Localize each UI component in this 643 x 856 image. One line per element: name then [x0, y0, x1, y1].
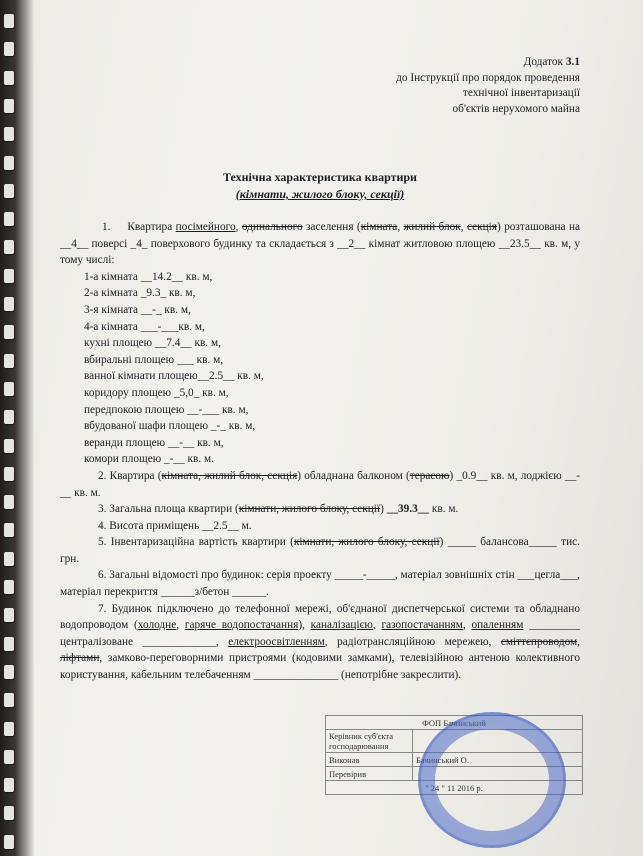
p7-c6: , радіотрансляційною мережею, — [324, 635, 501, 648]
p7-a: 7. Будинок підключено до телефонної мережі, об'єднаної диспетчерської системи та обладнано водопроводом ( — [60, 602, 580, 632]
stamp-executor-label: Виконав — [326, 753, 413, 767]
binding-ring — [4, 240, 14, 254]
room-row: 1-а кімната __14.2__ кв. м, — [84, 270, 213, 283]
room-row: веранди площею __-__ кв. м, — [84, 436, 224, 449]
p5-struck: кімнати, жилого блоку, секції — [293, 536, 440, 549]
stamp-executor-name: Бачинський О. — [413, 753, 583, 767]
appendix-header — [60, 55, 580, 117]
paragraph-2 — [60, 468, 580, 501]
paragraph-1 — [60, 219, 580, 269]
paragraph-7 — [60, 601, 580, 684]
appendix-line-1: до Інструкції про порядок проведення — [396, 71, 580, 84]
room-row: вбудованої шафи площею _-_ кв. м, — [84, 420, 256, 433]
p7-sewer: каналізацією — [310, 619, 373, 632]
binding-ring — [4, 354, 14, 368]
p1-block: жилий блок — [403, 221, 461, 233]
binding-ring — [4, 778, 14, 792]
binding-ring — [4, 467, 14, 481]
binding-ring — [4, 552, 14, 566]
p7-hot: гаряче водопостачання — [184, 619, 299, 632]
p7-c1: , — [176, 619, 185, 632]
p5-a: 5. Інвентаризаційна вартість квартири ( — [98, 536, 294, 549]
binding-ring — [4, 99, 14, 113]
binding-ring — [4, 608, 14, 622]
binding-ring — [4, 127, 14, 141]
p7-c7: , — [577, 635, 580, 648]
binding-ring — [4, 495, 14, 509]
p2-c: ) _0.9__ кв. м, лоджією __-__ кв. м. — [60, 469, 580, 499]
p7-garbage: сміттєпроводом — [500, 635, 578, 648]
room-row: комори площею _-__ кв. м. — [84, 453, 214, 466]
binding-ring — [4, 297, 14, 311]
p7-c2: ), — [298, 619, 311, 632]
appendix-label: Додаток — [523, 56, 564, 68]
binding-ring — [4, 325, 14, 339]
binding-ring — [4, 523, 14, 537]
room-row: 4-а кімната ___-___кв. м, — [84, 320, 205, 333]
binding-ring — [4, 722, 14, 736]
p1-f: , — [460, 221, 467, 233]
p7-lifts: ліфтами — [60, 652, 100, 665]
paragraph-6: 6. Загальні відомості про будинок: серія проекту _____-_____, матеріал зовнішніх стін ___цегла___, матеріал перекриття ______з/бетон ______. — [60, 569, 580, 599]
stamp-checked-label: Перевірив — [326, 767, 413, 781]
p7-c3: , — [372, 619, 382, 632]
room-row: коридору площею _5,0_ кв. м, — [84, 386, 229, 399]
stamp-date: " 24 " 11 2016 р. — [326, 781, 583, 795]
binding-ring — [4, 156, 14, 170]
paragraph-4: 4. Висота приміщень __2.5__ м. — [98, 519, 252, 532]
p1-section: секція — [466, 221, 497, 233]
appendix-line-3: об'єктів нерухомого майна — [452, 102, 580, 115]
document-title: Технічна характеристика квартири — [223, 170, 417, 184]
p7-c8: , замково-переговорними пристроями (кодовими замками), телевізійною антеною колективного користування, кабельним телебаченням _______________ (непотрібне закреслити). — [60, 652, 580, 682]
binding-ring — [4, 806, 14, 820]
p3-b: ) — [380, 503, 387, 516]
room-list — [60, 269, 580, 468]
paragraph-3 — [60, 501, 580, 518]
p5-b: ) _____ балансова_____ тис. грн. — [60, 536, 580, 565]
room-row: передпокою площею __-___ кв. м, — [84, 403, 249, 416]
binding-ring — [4, 693, 14, 707]
appendix-line-2: технічної інвентаризації — [462, 87, 580, 99]
binding-ring — [4, 580, 14, 594]
document-subtitle: (кімнати, жилого блоку, секції) — [235, 187, 405, 201]
room-row: 2-а кімната _9.3_ кв. м, — [84, 287, 196, 300]
room-row: 3-я кімната __-_ кв. м, — [84, 303, 191, 316]
p1-a: Квартира — [127, 221, 176, 233]
p2-a: 2. Квартира ( — [98, 469, 162, 482]
stamp-head-label: Керівник суб'єкта господарювання — [326, 730, 413, 753]
binding-ring — [4, 212, 14, 226]
p1-c: , — [235, 221, 242, 233]
p1-single: одинального — [241, 221, 303, 233]
binding-ring — [4, 14, 14, 28]
p7-c5: _________ централізоване _____________, — [60, 619, 580, 648]
p7-elec: електроосвітленням — [228, 635, 325, 648]
p1-d: заселення ( — [302, 221, 361, 233]
binding-ring — [4, 71, 14, 85]
binding-ring — [4, 382, 14, 396]
p3-c: кв. м. — [429, 503, 459, 516]
binding-ring — [4, 410, 14, 424]
binding-ring — [4, 665, 14, 679]
binding-ring — [4, 269, 14, 283]
p3-a: 3. Загальна площа квартири ( — [98, 503, 239, 516]
binding-ring — [4, 750, 14, 764]
p1-g: ) розташована на __4__ поверсі _4_ поверхового будинку та складається з __2__ кімнат житловою площею __23.5__ кв. м, у тому числі: — [60, 221, 581, 267]
p3-struck: кімнати, жилого блоку, секції — [238, 503, 381, 516]
p7-c4: , — [462, 619, 472, 632]
p2-terrace: терасою — [409, 469, 450, 482]
p1-room: кімната — [360, 221, 398, 233]
room-row: кухні площею __7.4__ кв. м, — [84, 337, 221, 350]
round-seal — [418, 712, 566, 848]
document-body — [60, 55, 580, 684]
binding-ring — [4, 184, 14, 198]
total-area-value: __39.3__ — [386, 503, 430, 516]
p7-heat: опаленням — [471, 619, 524, 632]
p7-gas: газопостачанням — [381, 619, 463, 632]
room-row: вбиральні площею ___ кв. м, — [84, 353, 224, 366]
stamp-company: ФОП Бачинський — [326, 716, 583, 730]
binding-ring — [4, 439, 14, 453]
paragraph-5 — [60, 534, 580, 567]
binding-ring — [4, 637, 14, 651]
binding-ring — [4, 835, 14, 849]
p1-number: 1. — [102, 221, 111, 233]
p2-struck: кімната, жилий блок, секція — [161, 469, 298, 482]
p7-cold: холодне — [137, 619, 177, 632]
p1-family: посімейного — [175, 221, 236, 233]
p1-e: , — [397, 221, 404, 233]
appendix-number: 3.1 — [565, 56, 580, 68]
room-row: ванної кімнати площею__2.5__ кв. м, — [84, 370, 264, 383]
binding-ring — [4, 42, 14, 56]
p2-b: ) обладнана балконом ( — [297, 469, 410, 482]
